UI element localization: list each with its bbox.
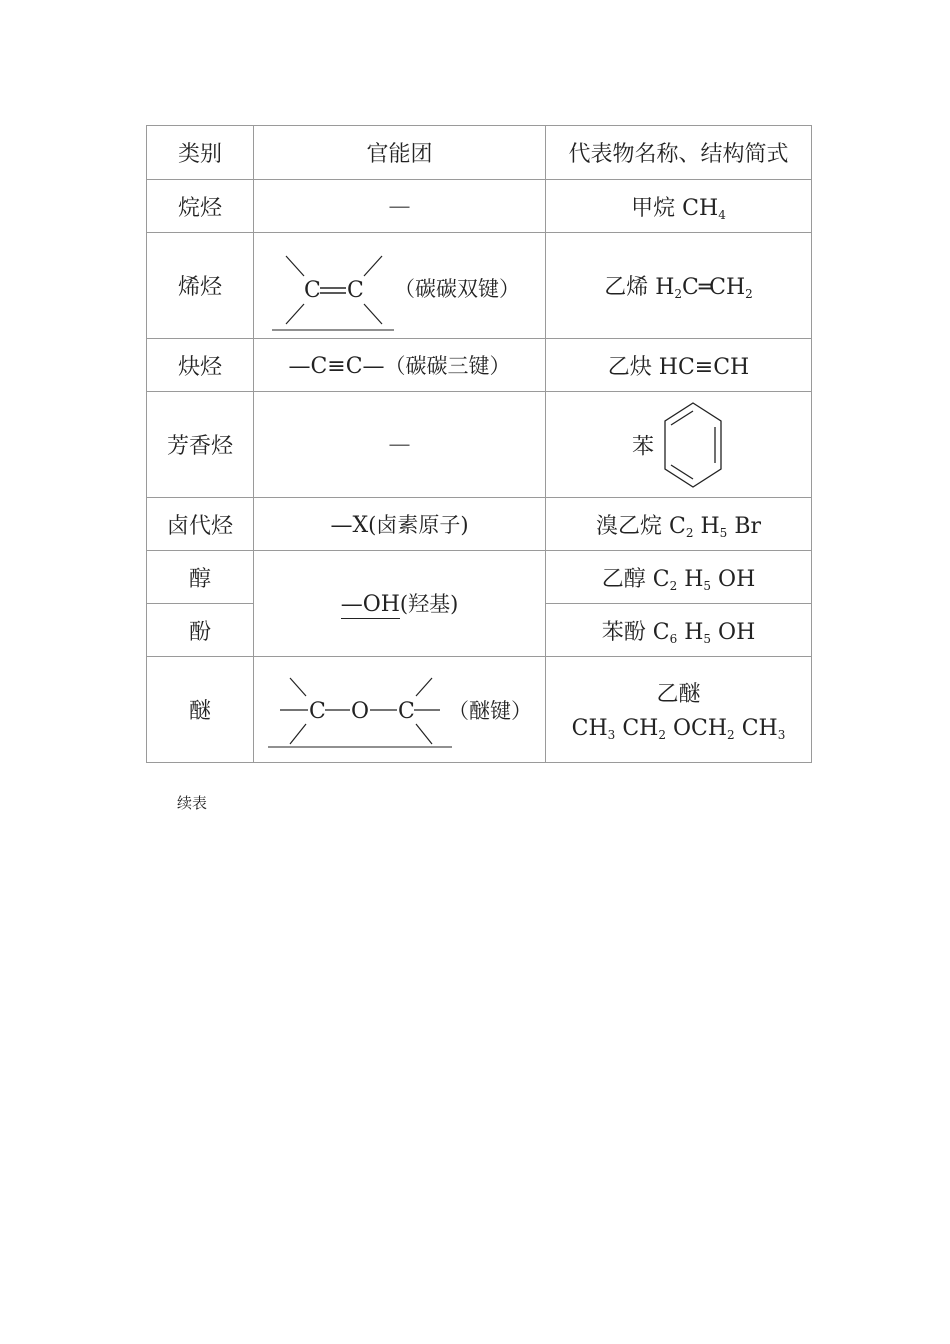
category-haloalkane: 卤代烃 [147, 498, 254, 551]
group-alkene [254, 233, 546, 339]
category-alkene: 烯烃 [147, 233, 254, 339]
group-ether [254, 657, 546, 763]
category-ether: 醚 [147, 657, 254, 763]
rep-name: 乙醚 [656, 682, 701, 707]
rep-alkane [546, 180, 812, 233]
note-ether-bond: （醚键） [448, 698, 532, 723]
header-functional-group: 官能团 [254, 126, 546, 180]
rep-name: 乙烯 [604, 275, 649, 300]
category-alcohol: 醇 [147, 551, 254, 604]
row-alkyne [147, 339, 812, 392]
group-haloalkane [254, 498, 546, 551]
rep-alkene [546, 233, 812, 339]
carbon-1: C [304, 277, 321, 303]
row-alkene [147, 233, 812, 339]
group-note: (卤素原子) [368, 513, 469, 537]
group-hydroxyl [254, 551, 546, 657]
carbon-1: C [309, 698, 326, 724]
benzene-ring-icon [661, 399, 725, 491]
rep-name: 乙醇 [601, 566, 646, 592]
category-aromatic: 芳香烃 [147, 392, 254, 498]
formula: HC≡CH [658, 354, 750, 380]
rep-alkyne [546, 339, 812, 392]
formula: $C_2$ $H_5$ Br [669, 513, 761, 540]
row-ether [147, 657, 812, 763]
formula: $C_2$ $H_5$ OH [652, 566, 756, 593]
ether-structure-diagram [254, 658, 544, 762]
rep-name: 甲烷 [631, 195, 676, 221]
header-representative: 代表物名称、结构简式 [546, 126, 812, 180]
formula: $C_6$ $H_5$ OH [652, 619, 756, 646]
rep-alcohol [546, 551, 812, 604]
rep-haloalkane [546, 498, 812, 551]
group-formula: —OH [340, 592, 400, 617]
rep-phenol [546, 604, 812, 657]
functional-group-table [146, 125, 812, 763]
row-aromatic [147, 392, 812, 498]
category-phenol: 酚 [147, 604, 254, 657]
rep-name: 苯 [631, 434, 654, 459]
row-alkane [147, 180, 812, 233]
carbon-2: C [347, 277, 364, 303]
group-formula: —X [330, 513, 369, 538]
row-haloalkane [147, 498, 812, 551]
category-alkyne: 炔烃 [147, 339, 254, 392]
formula: $CH_4$ [682, 195, 726, 222]
rep-name: 苯酚 [601, 619, 646, 645]
formula: $CH_3$ $CH_2$ $OCH_2$ $CH_3$ [571, 716, 786, 742]
formula: $H_2C═CH_2$ [655, 275, 753, 301]
carbon-2: C [398, 698, 415, 724]
rep-name: 乙炔 [607, 354, 652, 380]
group-alkyne [254, 339, 546, 392]
group-alkane: — [254, 180, 546, 233]
group-aromatic: — [254, 392, 546, 498]
oxygen: O [351, 698, 370, 724]
group-note: （碳碳三键） [384, 354, 511, 378]
header-category: 类别 [147, 126, 254, 180]
rep-name: 溴乙烷 [595, 513, 662, 539]
group-formula: —C≡C— [288, 354, 385, 379]
group-note: (羟基) [399, 592, 459, 616]
alkene-structure-diagram [254, 234, 544, 338]
row-alcohol [147, 551, 812, 604]
category-alkane: 烷烃 [147, 180, 254, 233]
note-double-bond: （碳碳双键） [394, 276, 520, 301]
header-row [147, 126, 812, 180]
rep-ether [546, 657, 812, 763]
rep-aromatic [546, 392, 812, 498]
continued-table-label: 续表 [177, 794, 208, 812]
